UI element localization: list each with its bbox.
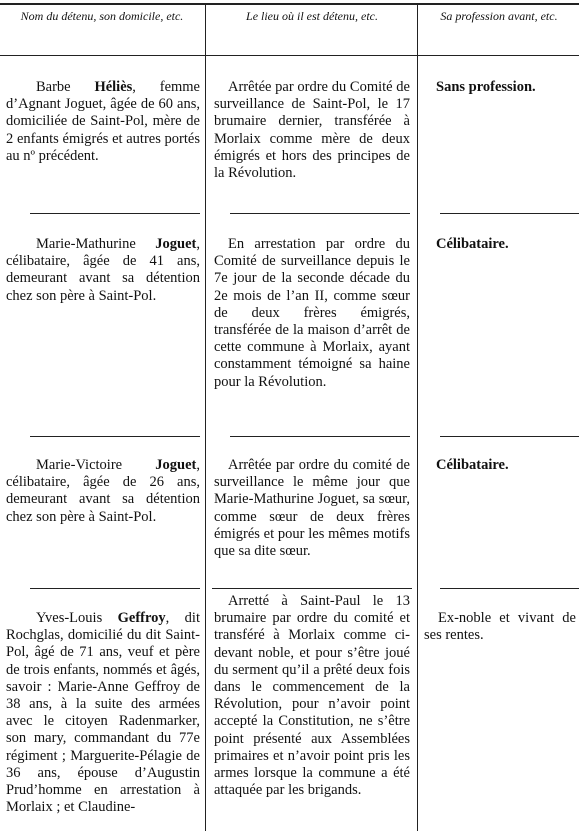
row-2-profession: Célibataire. [436, 236, 509, 252]
header-lieu: Le lieu où il est détenu, etc. [246, 9, 378, 23]
row-4-lieu: Arretté à Saint-Paul le 13 brumaire par ordre du comité et transféré à Morlaix comme ci-devant noble, et pour s’être joué du serment qu’il a prêté deux fois dans le commencement de la Révolution, pour n’avoir point accepté la Constitution, ne s’être point présenté aux Assemblées primaires et n’avoir point pris les armes lorsque la commune a été attaquée par les brigands. [214, 593, 410, 799]
row-4-name: Yves-Louis Geffroy, dit Rochglas, domicilié du dit Saint-Pol, âgé de 71 ans, veuf et père de trois enfants, nommés et âgés, savoir : Marie-Anne Geffroy de 38 ans, à la suite des armées avec le citoyen Radenmarker, son mary, commandant du 77e régiment ; Marguerite-Pélagie de 36 ans, épouse d’Augustin Prud’homme en arrestation à Morlaix ; et Claudine- [6, 610, 200, 816]
row-1-name: Barbe Héliès, femme d’Agnant Joguet, âgée de 60 ans, domiciliée de Saint-Pol, mère de 2 enfants émigrés et autres portés au nº précédent. [6, 79, 200, 164]
row-2-lieu: En arrestation par ordre du Comité de surveillance depuis le 7e jour de la seconde décade du 2e mois de l’an II, comme sœur de deux frères émigrés, transférée de la maison d’arrêt de cette commune à Morlaix, ayant constamment témoigné sa haine pour la Révolution. [214, 236, 410, 390]
row-3-surname: Joguet [155, 457, 197, 473]
header-profession: Sa profession avant, etc. [440, 9, 558, 23]
row-2-separator [30, 436, 200, 437]
row-1-separator-prof [440, 213, 579, 214]
row-3-name: Marie-Victoire Joguet, célibataire, âgée de 26 ans, demeurant avant sa détention chez son père à Saint-Pol. [6, 457, 200, 525]
row-4-profession: Ex-noble et vivant de ses rentes. [424, 610, 576, 644]
row-3-lieu: Arrêtée par ordre du comité de surveillance le même jour que Marie-Mathurine Joguet, sa sœur, comme sœur de deux frères émigrés et pour les mêmes motifs que sa dite sœur. [214, 457, 410, 560]
header-rule [0, 55, 579, 56]
row-1-profession: Sans profession. [436, 79, 536, 95]
row-1-surname: Héliès [94, 79, 133, 95]
row-3-separator [30, 588, 200, 589]
column-divider-2 [417, 3, 418, 831]
row-2-surname: Joguet [155, 236, 197, 252]
column-divider-1 [205, 3, 206, 831]
row-1-separator-lieu [230, 213, 410, 214]
row-3-separator-lieu [212, 588, 412, 589]
top-rule [0, 3, 579, 5]
row-1-lieu: Arrêtée par ordre du Comité de surveillance de Saint-Pol, le 17 brumaire dernier, transférée à Morlaix comme mère de deux émigrés et hors des principes de la Révolution. [214, 79, 410, 182]
row-1-separator [30, 213, 200, 214]
row-2-separator-prof [440, 436, 579, 437]
header-name: Nom du détenu, son domicile, etc. [20, 9, 184, 23]
row-4-surname: Geffroy [117, 610, 166, 626]
row-3-profession: Célibataire. [436, 457, 509, 473]
row-3-separator-prof [440, 588, 579, 589]
row-2-separator-lieu [230, 436, 410, 437]
row-2-name: Marie-Mathurine Joguet, célibataire, âgée de 41 ans, demeurant avant sa détention chez son père à Saint-Pol. [6, 236, 200, 304]
